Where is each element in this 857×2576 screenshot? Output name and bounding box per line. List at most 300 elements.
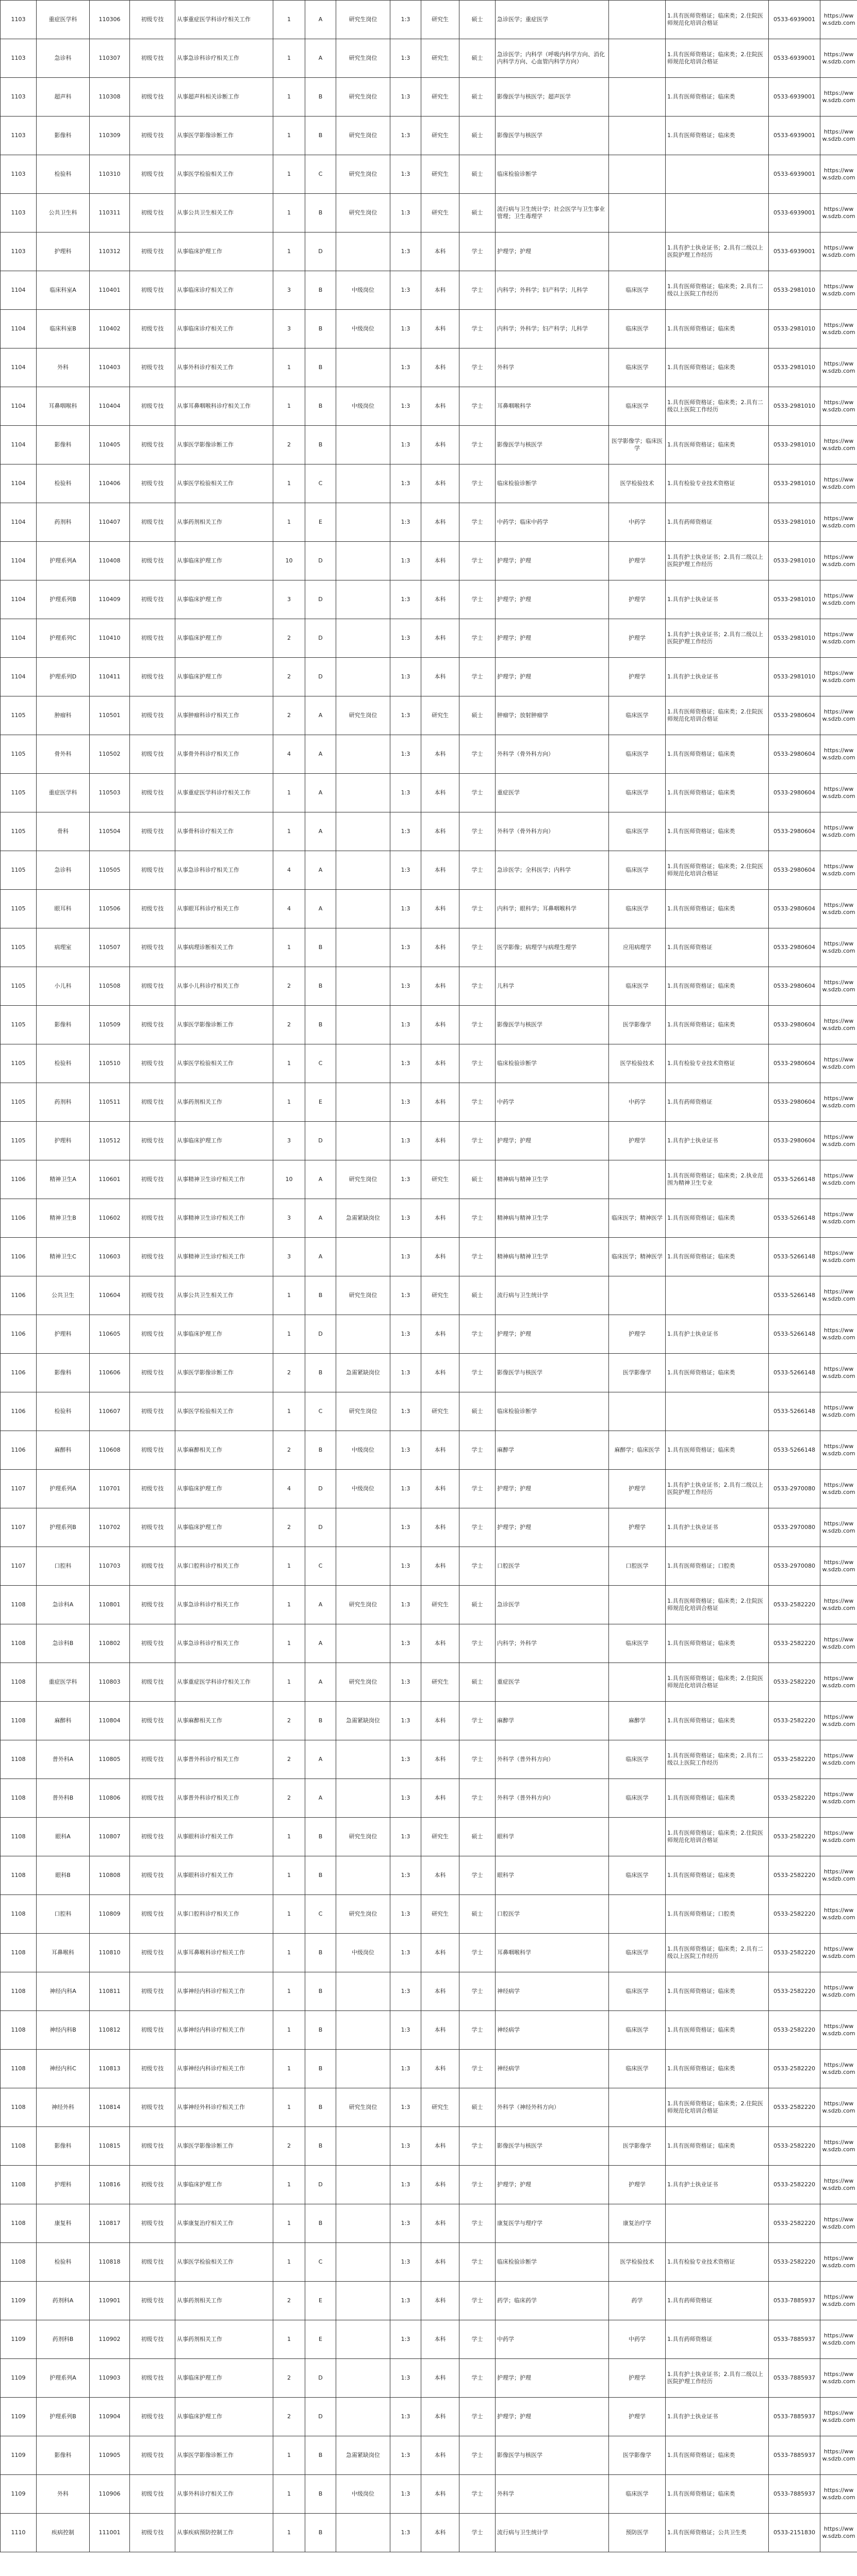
table-cell: 从事公共卫生相关工作: [175, 194, 273, 232]
table-cell: 中药学: [496, 1083, 609, 1122]
table-cell: 初级专技: [130, 928, 175, 967]
table-cell: [336, 1044, 390, 1083]
table-row: [1, 1702, 857, 1740]
table-cell: 初级专技: [130, 1199, 175, 1238]
table-cell: 0533-6939001: [769, 39, 820, 78]
table-cell: 研究生: [421, 39, 459, 78]
table-row: [1, 1934, 857, 1972]
table-cell: A: [305, 1663, 336, 1702]
table-cell: 1108: [1, 1586, 37, 1624]
table-cell: https://www.sdzb.com: [820, 1470, 857, 1508]
table-cell: 重症医学: [496, 1663, 609, 1702]
table-cell: 初级专技: [130, 2050, 175, 2088]
table-row: [1, 967, 857, 1006]
table-cell: 应用病理学: [609, 928, 666, 967]
table-cell: 初级专技: [130, 735, 175, 774]
table-cell: 本科: [421, 2514, 459, 2552]
table-cell: 110504: [90, 812, 130, 851]
table-row: [1, 735, 857, 774]
table-cell: 1110: [1, 2514, 37, 2552]
table-cell: 重症医学科: [37, 774, 90, 812]
table-cell: C: [305, 2243, 336, 2282]
table-cell: https://www.sdzb.com: [820, 232, 857, 271]
table-cell: 本科: [421, 271, 459, 310]
table-cell: 医学影像；病理学与病理生理学: [496, 928, 609, 967]
table-cell: 1: [273, 2436, 305, 2475]
table-cell: 学士: [459, 1972, 496, 2011]
table-cell: B: [305, 426, 336, 464]
table-cell: [336, 1508, 390, 1547]
table-cell: 110804: [90, 1702, 130, 1740]
table-cell: D: [305, 580, 336, 619]
table-cell: [336, 1972, 390, 2011]
table-cell: 1:3: [390, 696, 421, 735]
table-cell: 从事临床护理工作: [175, 1508, 273, 1547]
table-cell: B: [305, 1972, 336, 2011]
table-cell: C: [305, 1044, 336, 1083]
table-cell: 重症医学科: [37, 1, 90, 39]
table-row: [1, 2320, 857, 2359]
table-cell: B: [305, 2088, 336, 2127]
table-cell: [666, 2204, 769, 2243]
table-cell: 1: [273, 2166, 305, 2204]
table-cell: 学士: [459, 658, 496, 696]
table-cell: 2: [273, 1431, 305, 1470]
table-row: [1, 117, 857, 155]
table-cell: 1.具有医师资格证；临床类；2.住院医师规范化培训合格证: [666, 1663, 769, 1702]
table-cell: [336, 580, 390, 619]
table-cell: 1:3: [390, 1779, 421, 1818]
table-cell: 神经外科: [37, 2088, 90, 2127]
table-cell: D: [305, 1315, 336, 1354]
table-cell: 1.具有医师资格证；临床类: [666, 1624, 769, 1663]
table-cell: 4: [273, 1470, 305, 1508]
table-cell: [609, 78, 666, 117]
table-cell: 1108: [1, 2050, 37, 2088]
table-cell: 精神卫生B: [37, 1199, 90, 1238]
table-cell: 护理学: [609, 580, 666, 619]
table-cell: 内科学；外科学: [496, 1624, 609, 1663]
table-cell: 影像科: [37, 2436, 90, 2475]
table-cell: [336, 2204, 390, 2243]
table-cell: 1107: [1, 1470, 37, 1508]
table-cell: 初级专技: [130, 1431, 175, 1470]
table-cell: D: [305, 1122, 336, 1160]
table-cell: 中级岗位: [336, 1431, 390, 1470]
table-cell: 1105: [1, 696, 37, 735]
table-cell: 护理科: [37, 1122, 90, 1160]
table-cell: 学士: [459, 619, 496, 658]
table-cell: 急诊科: [37, 851, 90, 890]
table-cell: 骨科: [37, 812, 90, 851]
table-cell: 本科: [421, 1431, 459, 1470]
table-cell: 1.具有护士执业证书: [666, 658, 769, 696]
table-cell: 临床医学；精神医学: [609, 1199, 666, 1238]
table-cell: 护理学；护理: [496, 232, 609, 271]
table-cell: 110502: [90, 735, 130, 774]
table-cell: 从事医学影像诊断工作: [175, 2127, 273, 2166]
table-cell: 1.具有医师资格证；临床类: [666, 348, 769, 387]
table-cell: https://www.sdzb.com: [820, 78, 857, 117]
table-cell: 初级专技: [130, 1160, 175, 1199]
table-cell: 1104: [1, 464, 37, 503]
table-cell: B: [305, 310, 336, 348]
table-cell: 110509: [90, 1006, 130, 1044]
table-cell: B: [305, 78, 336, 117]
table-cell: 本科: [421, 774, 459, 812]
table-cell: 110501: [90, 696, 130, 735]
table-row: [1, 1856, 857, 1895]
table-cell: 1.具有医师资格证；临床类: [666, 1972, 769, 2011]
table-cell: 1: [273, 2088, 305, 2127]
table-cell: 0533-5266148: [769, 1354, 820, 1392]
table-cell: 111001: [90, 2514, 130, 2552]
table-cell: 110309: [90, 117, 130, 155]
table-cell: 护理学: [609, 542, 666, 580]
table-cell: [609, 194, 666, 232]
table-cell: https://www.sdzb.com: [820, 2320, 857, 2359]
table-cell: 0533-5266148: [769, 1238, 820, 1276]
table-cell: 1.具有医师资格证；临床类: [666, 426, 769, 464]
table-cell: 初级专技: [130, 1315, 175, 1354]
table-cell: 研究生: [421, 194, 459, 232]
table-cell: 检验科: [37, 155, 90, 194]
table-cell: 1.具有医师资格证；临床类: [666, 2050, 769, 2088]
table-cell: 1.具有护士执业证书: [666, 580, 769, 619]
table-cell: 临床医学；精神医学: [609, 1238, 666, 1276]
table-cell: 1:3: [390, 1083, 421, 1122]
table-cell: 1:3: [390, 2166, 421, 2204]
table-cell: 本科: [421, 348, 459, 387]
table-cell: [336, 1856, 390, 1895]
table-cell: 1105: [1, 1044, 37, 1083]
table-cell: 临床科室A: [37, 271, 90, 310]
table-row: [1, 271, 857, 310]
table-cell: 护理系列B: [37, 580, 90, 619]
table-cell: https://www.sdzb.com: [820, 155, 857, 194]
table-cell: 外科学（普外科方向）: [496, 1779, 609, 1818]
table-cell: 2: [273, 426, 305, 464]
table-cell: 0533-2582220: [769, 1663, 820, 1702]
table-cell: 1: [273, 1586, 305, 1624]
table-row: [1, 1354, 857, 1392]
table-cell: 本科: [421, 812, 459, 851]
table-cell: B: [305, 1818, 336, 1856]
table-row: [1, 2475, 857, 2514]
table-cell: [336, 619, 390, 658]
table-cell: 1:3: [390, 348, 421, 387]
table-cell: B: [305, 194, 336, 232]
table-cell: 初级专技: [130, 1934, 175, 1972]
table-cell: 本科: [421, 542, 459, 580]
table-cell: 口腔医学: [609, 1547, 666, 1586]
table-cell: 1104: [1, 503, 37, 542]
table-cell: 药剂科A: [37, 2282, 90, 2320]
table-cell: 神经内科C: [37, 2050, 90, 2088]
table-cell: 0533-7885937: [769, 2282, 820, 2320]
table-cell: 从事神经内科诊疗相关工作: [175, 2050, 273, 2088]
table-cell: 护理系列D: [37, 658, 90, 696]
table-cell: 110902: [90, 2320, 130, 2359]
table-cell: 1: [273, 2050, 305, 2088]
table-cell: 硕士: [459, 194, 496, 232]
table-cell: 外科学: [496, 348, 609, 387]
table-cell: 110410: [90, 619, 130, 658]
table-row: [1, 2088, 857, 2127]
table-cell: https://www.sdzb.com: [820, 735, 857, 774]
table-cell: 从事肿瘤科诊疗相关工作: [175, 696, 273, 735]
table-cell: 学士: [459, 1470, 496, 1508]
table-cell: 从事疾病预防控制工作: [175, 2514, 273, 2552]
table-cell: 本科: [421, 2050, 459, 2088]
table-cell: 1105: [1, 1006, 37, 1044]
table-cell: 从事小儿科诊疗相关工作: [175, 967, 273, 1006]
table-cell: 本科: [421, 1006, 459, 1044]
table-cell: 普外科A: [37, 1740, 90, 1779]
table-cell: 初级专技: [130, 387, 175, 426]
table-cell: 初级专技: [130, 1663, 175, 1702]
table-cell: 学士: [459, 928, 496, 967]
table-row: [1, 348, 857, 387]
table-row: [1, 580, 857, 619]
table-cell: 初级专技: [130, 774, 175, 812]
table-cell: 从事普外科诊疗相关工作: [175, 1740, 273, 1779]
table-cell: 1.具有药师资格证: [666, 1083, 769, 1122]
table-cell: 临床检验诊断学: [496, 1044, 609, 1083]
table-cell: 本科: [421, 1740, 459, 1779]
table-cell: 学士: [459, 2243, 496, 2282]
table-cell: 0533-2980604: [769, 774, 820, 812]
table-cell: https://www.sdzb.com: [820, 348, 857, 387]
table-cell: [336, 735, 390, 774]
table-cell: 0533-6939001: [769, 1, 820, 39]
table-cell: 临床医学: [609, 1779, 666, 1818]
table-cell: 2: [273, 1354, 305, 1392]
table-cell: 流行病与卫生统计学: [496, 1276, 609, 1315]
table-cell: 1: [273, 1895, 305, 1934]
table-cell: 1:3: [390, 967, 421, 1006]
table-cell: 学士: [459, 812, 496, 851]
table-cell: 1104: [1, 580, 37, 619]
table-cell: 研究生岗位: [336, 1276, 390, 1315]
table-cell: 精神病与精神卫生学: [496, 1238, 609, 1276]
table-cell: 1: [273, 78, 305, 117]
table-cell: 初级专技: [130, 812, 175, 851]
table-cell: 急需紧缺岗位: [336, 2436, 390, 2475]
table-cell: 1.具有医师资格证；临床类: [666, 1354, 769, 1392]
table-cell: 0533-5266148: [769, 1160, 820, 1199]
table-cell: 1: [273, 1818, 305, 1856]
table-cell: 研究生: [421, 2088, 459, 2127]
table-cell: 急诊医学；全科医学；内科学: [496, 851, 609, 890]
table-cell: 学士: [459, 735, 496, 774]
table-cell: 110801: [90, 1586, 130, 1624]
table-cell: D: [305, 2359, 336, 2398]
table-cell: [336, 774, 390, 812]
table-cell: B: [305, 2050, 336, 2088]
table-cell: 检验科: [37, 464, 90, 503]
table-cell: 110506: [90, 890, 130, 928]
table-cell: 1.具有医师资格证；临床类: [666, 1238, 769, 1276]
table-cell: 本科: [421, 1779, 459, 1818]
table-row: [1, 2127, 857, 2166]
table-cell: 护理学；护理: [496, 1508, 609, 1547]
table-cell: [609, 1663, 666, 1702]
table-cell: 初级专技: [130, 1006, 175, 1044]
table-cell: 初级专技: [130, 39, 175, 78]
table-cell: https://www.sdzb.com: [820, 1702, 857, 1740]
table-cell: 急诊科: [37, 39, 90, 78]
table-cell: 外科学（骨外科方向）: [496, 735, 609, 774]
table-cell: 初级专技: [130, 967, 175, 1006]
table-cell: 0533-2582220: [769, 1972, 820, 2011]
table-cell: 0533-2582220: [769, 2204, 820, 2243]
table-cell: 1:3: [390, 1238, 421, 1276]
table-cell: 1:3: [390, 1006, 421, 1044]
table-cell: 学士: [459, 2475, 496, 2514]
table-cell: 学士: [459, 1431, 496, 1470]
table-cell: 110906: [90, 2475, 130, 2514]
table-cell: 110905: [90, 2436, 130, 2475]
table-cell: 110806: [90, 1779, 130, 1818]
table-cell: 学士: [459, 2398, 496, 2436]
table-cell: 临床医学: [609, 890, 666, 928]
table-cell: E: [305, 1083, 336, 1122]
table-row: [1, 78, 857, 117]
table-cell: 学士: [459, 2436, 496, 2475]
table-cell: 1.具有医师资格证；临床类: [666, 78, 769, 117]
table-cell: 学士: [459, 580, 496, 619]
table-cell: 110507: [90, 928, 130, 967]
table-cell: [609, 1895, 666, 1934]
table-cell: 2: [273, 2127, 305, 2166]
table-cell: 1.具有医师资格证；临床类；2.住院医师规范化培训合格证: [666, 851, 769, 890]
table-cell: 学士: [459, 1702, 496, 1740]
table-cell: 0533-2980604: [769, 1083, 820, 1122]
table-cell: 1: [273, 1547, 305, 1586]
table-cell: 预防医学: [609, 2514, 666, 2552]
table-cell: [336, 2011, 390, 2050]
table-cell: 1: [273, 387, 305, 426]
table-cell: 从事骨科诊疗相关工作: [175, 812, 273, 851]
table-cell: https://www.sdzb.com: [820, 1779, 857, 1818]
table-cell: 研究生: [421, 1276, 459, 1315]
table-cell: C: [305, 155, 336, 194]
table-cell: 从事神经内科诊疗相关工作: [175, 1972, 273, 2011]
table-cell: 研究生: [421, 1818, 459, 1856]
table-cell: 学士: [459, 1006, 496, 1044]
table-cell: B: [305, 117, 336, 155]
table-cell: 1:3: [390, 271, 421, 310]
table-cell: 学士: [459, 348, 496, 387]
table-cell: 0533-2582220: [769, 1934, 820, 1972]
table-cell: B: [305, 387, 336, 426]
table-cell: 1.具有药师资格证: [666, 503, 769, 542]
table-cell: 初级专技: [130, 310, 175, 348]
table-cell: 110815: [90, 2127, 130, 2166]
table-cell: 本科: [421, 658, 459, 696]
table-cell: 初级专技: [130, 232, 175, 271]
table-cell: B: [305, 928, 336, 967]
table-cell: 110511: [90, 1083, 130, 1122]
table-cell: 医学检验技术: [609, 1044, 666, 1083]
table-cell: 110311: [90, 194, 130, 232]
table-cell: 学士: [459, 2204, 496, 2243]
table-cell: 1:3: [390, 1392, 421, 1431]
table-cell: 影像医学与核医学: [496, 2127, 609, 2166]
table-cell: 1104: [1, 426, 37, 464]
table-cell: 1:3: [390, 1354, 421, 1392]
table-cell: D: [305, 1508, 336, 1547]
table-cell: https://www.sdzb.com: [820, 1, 857, 39]
table-cell: 0533-2981010: [769, 310, 820, 348]
table-cell: 1.具有护士执业证书；2.具有二级以上医院护理工作经历: [666, 232, 769, 271]
table-cell: 研究生: [421, 117, 459, 155]
table-cell: C: [305, 1895, 336, 1934]
table-cell: 1109: [1, 2475, 37, 2514]
table-cell: 硕士: [459, 1586, 496, 1624]
table-cell: 从事急诊科诊疗相关工作: [175, 851, 273, 890]
table-cell: C: [305, 464, 336, 503]
table-cell: 1104: [1, 348, 37, 387]
table-cell: B: [305, 348, 336, 387]
table-cell: 1:3: [390, 1, 421, 39]
table-cell: 1: [273, 1083, 305, 1122]
table-cell: 1:3: [390, 1276, 421, 1315]
table-cell: B: [305, 2514, 336, 2552]
table-cell: https://www.sdzb.com: [820, 2243, 857, 2282]
table-cell: 1106: [1, 1160, 37, 1199]
table-cell: 从事临床护理工作: [175, 542, 273, 580]
table-cell: [609, 1586, 666, 1624]
table-cell: 110805: [90, 1740, 130, 1779]
table-cell: 学士: [459, 503, 496, 542]
table-cell: 研究生岗位: [336, 1663, 390, 1702]
table-cell: 本科: [421, 1199, 459, 1238]
table-cell: 护理科: [37, 232, 90, 271]
table-row: [1, 503, 857, 542]
table-cell: 从事眼科诊疗相关工作: [175, 1818, 273, 1856]
table-cell: 护理科: [37, 1315, 90, 1354]
table-cell: [609, 155, 666, 194]
table-cell: 0533-2582220: [769, 2050, 820, 2088]
table-cell: 初级专技: [130, 1818, 175, 1856]
table-cell: 硕士: [459, 155, 496, 194]
table-cell: 1:3: [390, 928, 421, 967]
table-cell: 1.具有护士执业证书: [666, 1508, 769, 1547]
table-cell: 从事普外科诊疗相关工作: [175, 1779, 273, 1818]
table-cell: 1103: [1, 155, 37, 194]
table-cell: https://www.sdzb.com: [820, 774, 857, 812]
table-cell: 临床医学: [609, 851, 666, 890]
table-cell: 110403: [90, 348, 130, 387]
table-cell: 中级岗位: [336, 271, 390, 310]
table-cell: 初级专技: [130, 890, 175, 928]
table-cell: 1.具有药师资格证: [666, 2320, 769, 2359]
table-cell: 学士: [459, 2127, 496, 2166]
table-cell: 0533-5266148: [769, 1431, 820, 1470]
table-cell: 1.具有医师资格证；临床类: [666, 1702, 769, 1740]
table-cell: 学士: [459, 310, 496, 348]
table-cell: B: [305, 1006, 336, 1044]
table-cell: 110512: [90, 1122, 130, 1160]
table-cell: 初级专技: [130, 1392, 175, 1431]
table-cell: 口腔科: [37, 1895, 90, 1934]
table-cell: 2: [273, 658, 305, 696]
table-cell: 护理系列A: [37, 542, 90, 580]
table-cell: 药剂科B: [37, 2320, 90, 2359]
table-cell: 1:3: [390, 310, 421, 348]
